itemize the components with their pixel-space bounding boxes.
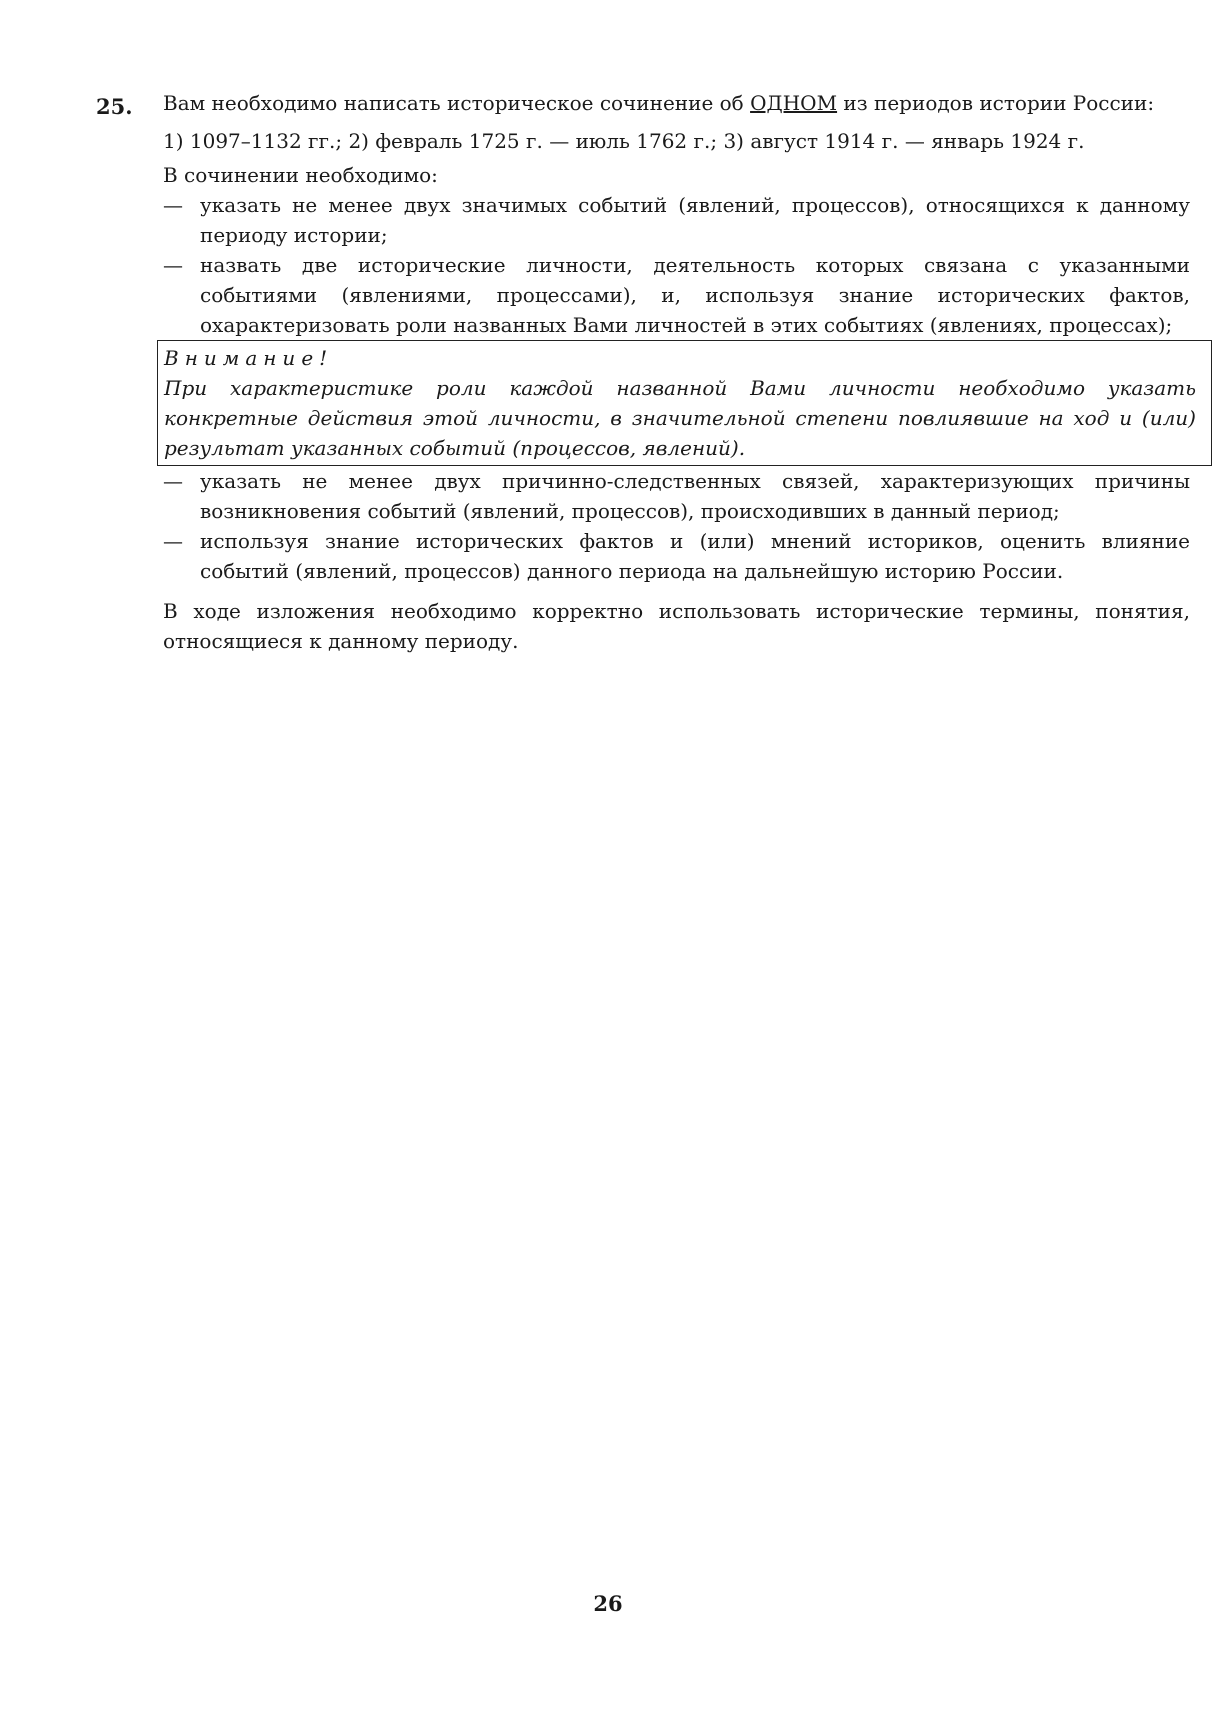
attention-title: Внимание!: [164, 346, 334, 370]
task-intro: [163, 88, 1190, 118]
requirement-item: [163, 190, 1190, 250]
closing-paragraph: В ходе изложения необходимо корректно использовать исторические термины, понятия, относящиеся к данному периоду.: [163, 599, 1190, 653]
task-number: 25.: [96, 94, 133, 119]
attention-box: [157, 340, 1212, 466]
task-intro-after: из периодов истории России:: [837, 91, 1155, 115]
dash-marker: —: [163, 193, 183, 217]
requirement-item: [163, 526, 1190, 586]
requirement-item: [163, 250, 1190, 340]
task-intro-before: Вам необходимо написать историческое сочинение об: [163, 91, 751, 115]
task-periods: 1) 1097–1132 гг.; 2) февраль 1725 г. — июль 1762 г.; 3) август 1914 г. — январь 1924 г.: [163, 129, 1085, 153]
requirements-list-part1: [163, 190, 1190, 340]
requirement-text: указать не менее двух значимых событий (явлений, процессов), относящихся к данному периоду истории;: [200, 193, 1190, 247]
requirement-text: указать не менее двух причинно-следственных связей, характеризующих причины возникновения событий (явлений, процессов), происходивших в данный период;: [200, 469, 1190, 523]
task-intro-emphasis: ОДНОМ: [750, 91, 838, 115]
page-number: 26: [593, 1591, 623, 1616]
dash-marker: —: [163, 253, 183, 277]
dash-marker: —: [163, 469, 183, 493]
requirement-text: назвать две исторические личности, деятельность которых связана с указанными событиями (явлениями, процессами), и, используя знание исторических фактов, охарактеризовать роли названных Вами личностей в этих событиях (явлениях, процессах);: [200, 253, 1190, 337]
requirements-title: В сочинении необходимо:: [163, 163, 438, 187]
requirement-item: [163, 466, 1190, 526]
attention-text: При характеристике роли каждой названной Вами личности необходимо указать конкретные действия этой личности, в значительной степени повлиявшие на ход и (или) результат указанных событий (процессов, явлений).: [164, 376, 1196, 460]
requirements-list-part2: [163, 466, 1190, 586]
task-body: [163, 88, 1196, 656]
dash-marker: —: [163, 529, 183, 553]
requirement-text: используя знание исторических фактов и (или) мнений историков, оценить влияние событий (явлений, процессов) данного периода на дальнейшую историю России.: [200, 529, 1190, 583]
